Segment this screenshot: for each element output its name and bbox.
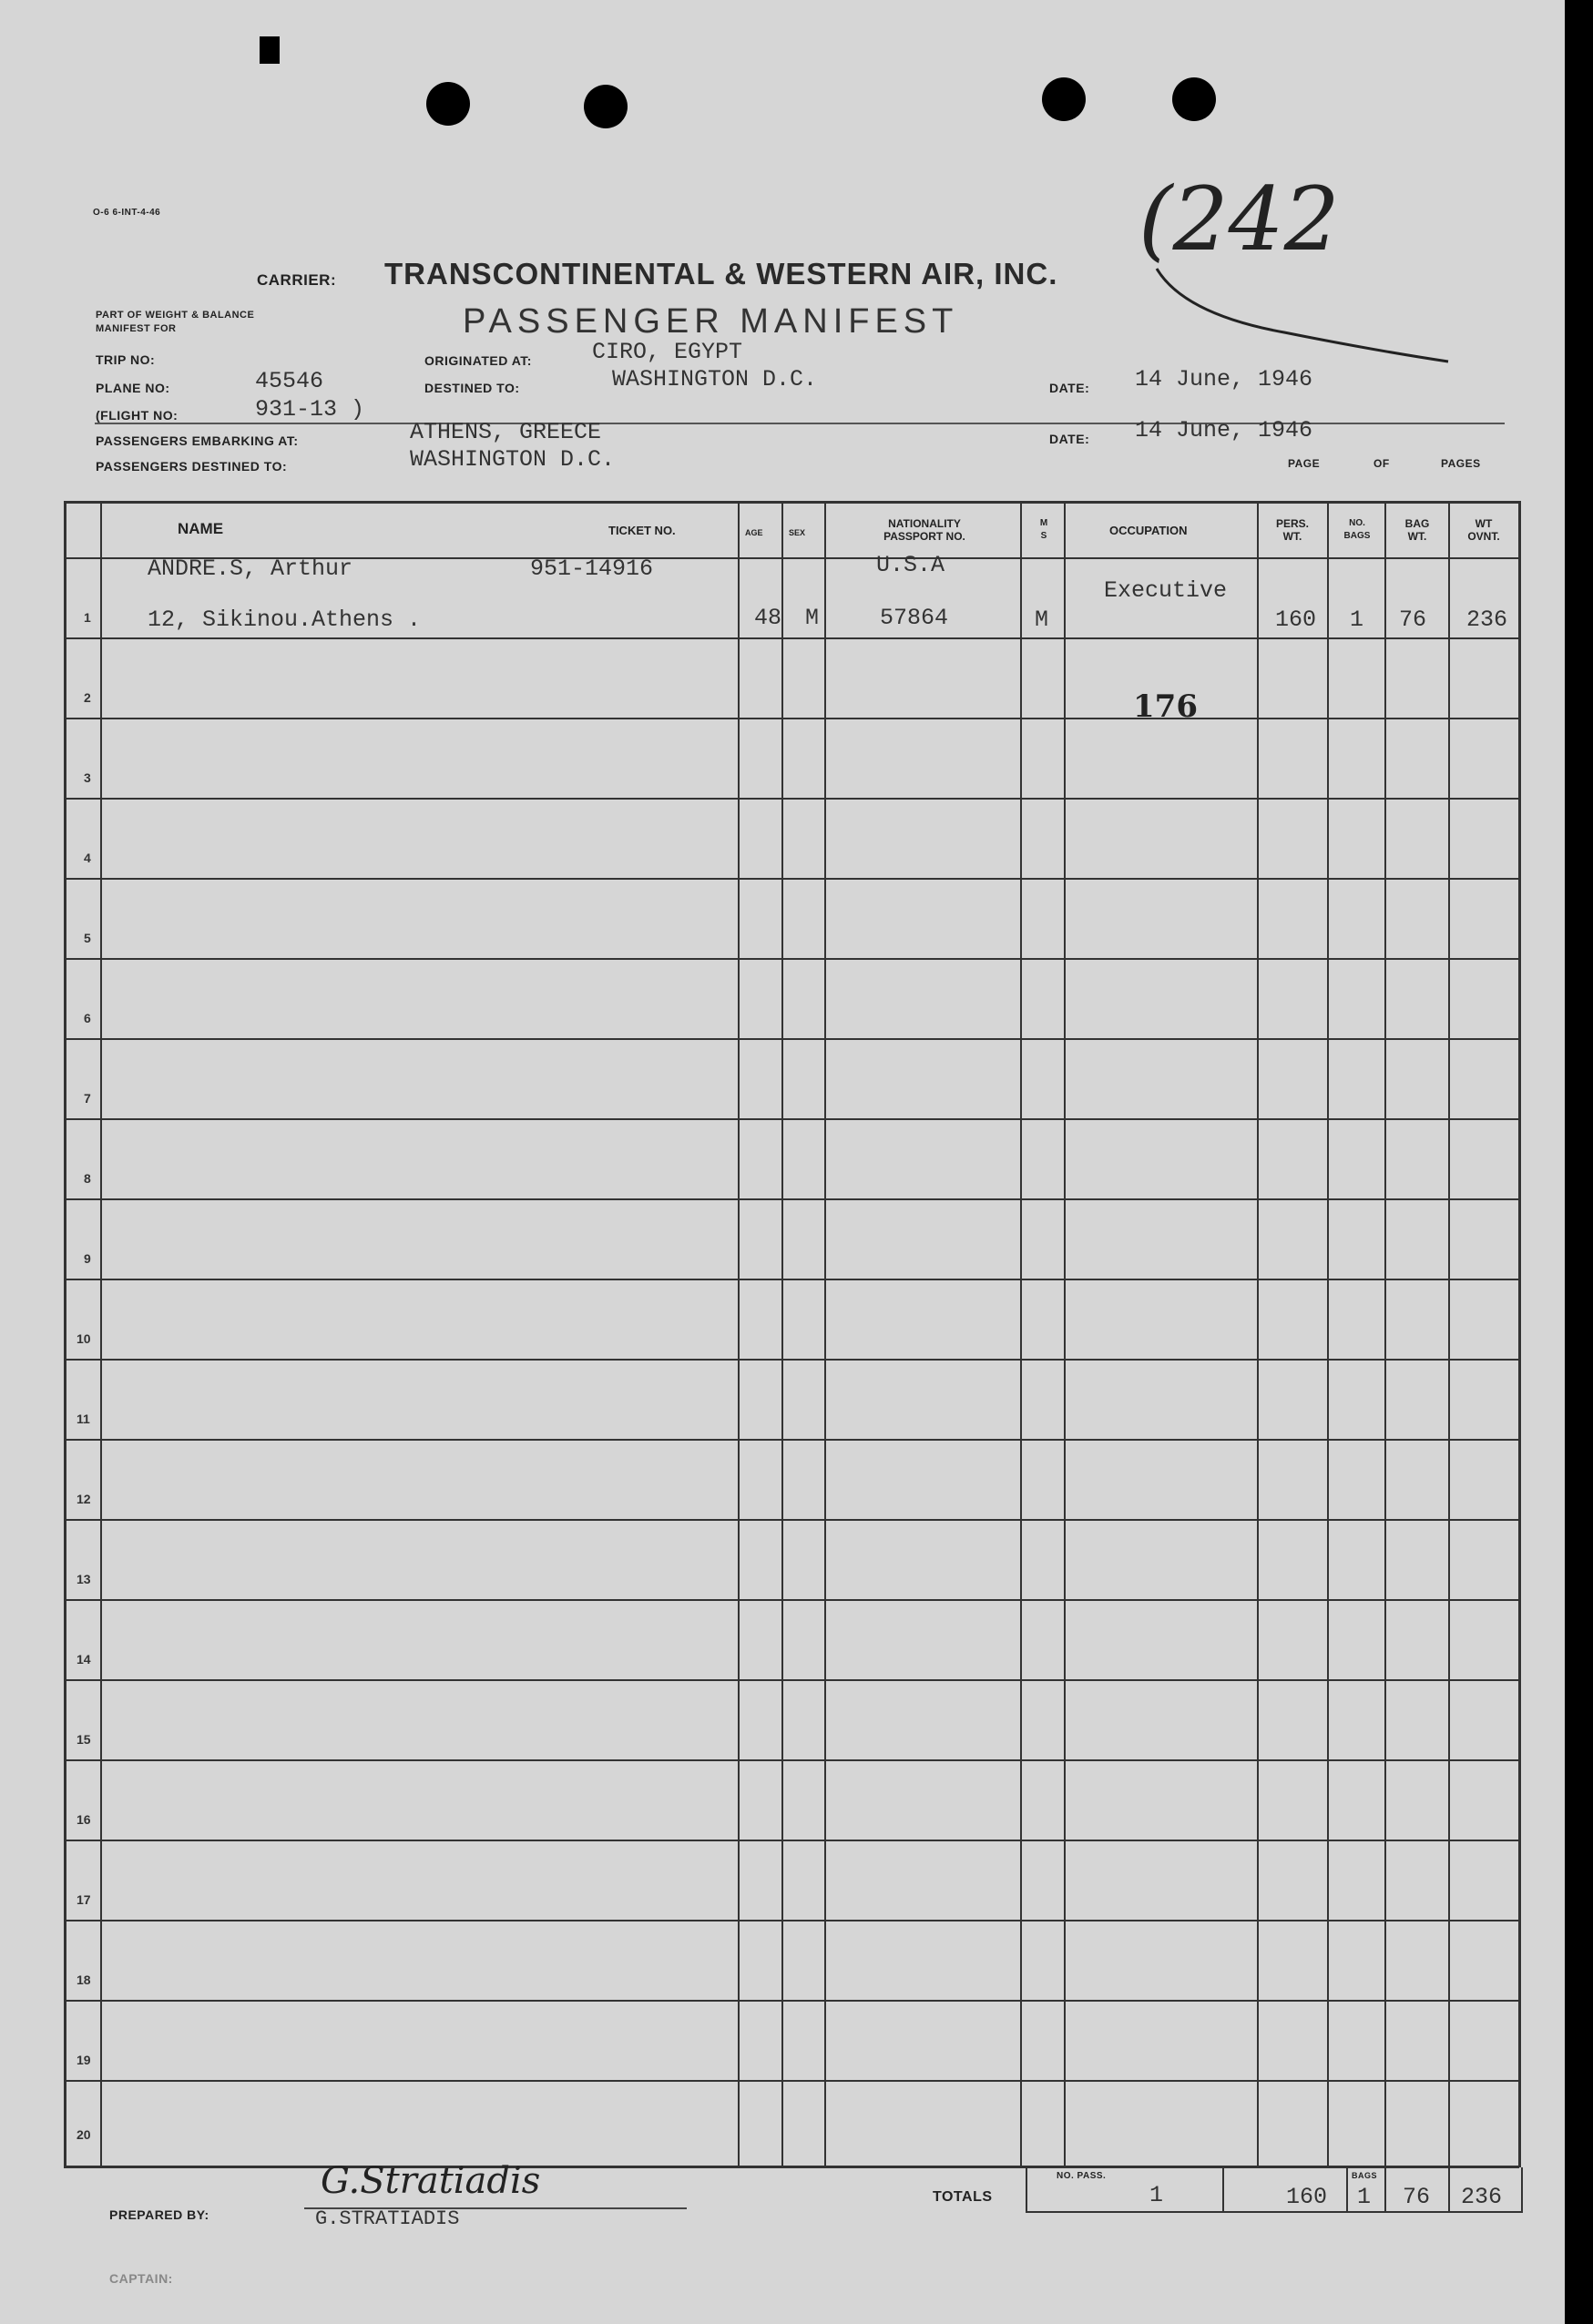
row-line-9 [64, 1279, 1519, 1280]
passenger-address: 12, Sikinou.Athens . [148, 606, 422, 633]
date2-value: 14 June, 1946 [1135, 417, 1313, 443]
passenger-wt-ovr: 236 [1466, 606, 1508, 633]
passenger-sex: M [805, 605, 820, 631]
table-right-border [1518, 501, 1521, 2167]
of-label: OF [1373, 457, 1390, 470]
row-number-9: 9 [84, 1251, 91, 1266]
pages-label: PAGES [1441, 457, 1481, 470]
row-line-11 [64, 1439, 1519, 1441]
date1-value: 14 June, 1946 [1135, 366, 1313, 392]
row-number-6: 6 [84, 1011, 91, 1025]
col-divider-pers [1327, 501, 1329, 2167]
totals-no-pass-label: NO. PASS. [1057, 2171, 1107, 2181]
col-divider-bagwt [1448, 501, 1450, 2167]
totals-bag-wt: 76 [1403, 2184, 1431, 2210]
row-line-5 [64, 958, 1519, 960]
row-number-12: 12 [77, 1492, 91, 1506]
row-line-8 [64, 1198, 1519, 1200]
form-code: O-6 6-INT-4-46 [93, 208, 161, 218]
totals-pers-wt: 160 [1286, 2184, 1328, 2210]
row-line-3 [64, 798, 1519, 800]
col-divider-ms [1064, 501, 1066, 2167]
passenger-nationality: U.S.A [876, 552, 945, 578]
col-header-sex: SEX [789, 528, 806, 537]
bags-header-line2: BAGS [1343, 531, 1371, 541]
passenger-age: 48 [754, 605, 782, 631]
destined-pass-label: PASSENGERS DESTINED TO: [96, 459, 288, 474]
totals-no-pass: 1 [1149, 2182, 1164, 2208]
punch-hole-3 [1042, 77, 1086, 121]
destined-value: WASHINGTON D.C. [612, 366, 818, 392]
row-number-7: 7 [84, 1091, 91, 1106]
flight-no-label: (FLIGHT NO: [96, 408, 179, 423]
punch-hole-2 [584, 85, 628, 128]
row-number-4: 4 [84, 851, 91, 865]
row-number-11: 11 [77, 1412, 90, 1426]
row-line-19 [64, 2080, 1519, 2082]
handwritten-number: (242 [1139, 168, 1340, 270]
passenger-ticket: 951-14916 [530, 556, 654, 582]
col-header-bags [1332, 517, 1383, 543]
page-label: PAGE [1288, 457, 1321, 470]
row-number-17: 17 [77, 1892, 91, 1907]
totals-divider-4 [1448, 2167, 1450, 2213]
totals-label: TOTALS [933, 2189, 993, 2205]
col-header-age: AGE [745, 528, 763, 537]
row-line-16 [64, 1840, 1519, 1841]
row-number-8: 8 [84, 1171, 91, 1186]
ms-header-line1: M [1039, 518, 1048, 528]
row-number-5: 5 [84, 931, 91, 945]
col-divider-name [100, 501, 102, 2167]
row-number-10: 10 [77, 1331, 91, 1346]
row-number-15: 15 [77, 1732, 91, 1747]
trip-no-label: TRIP NO: [96, 352, 156, 367]
row-number-18: 18 [77, 1972, 91, 1987]
col-header-wtovr [1452, 517, 1516, 543]
row-line-10 [64, 1359, 1519, 1361]
carrier-name: TRANSCONTINENTAL & WESTERN AIR, INC. [384, 257, 1058, 290]
manifest-title: PASSENGER MANIFEST [463, 302, 959, 341]
part-of-label: PART OF WEIGHT & BALANCE [96, 310, 255, 321]
col-header-ms [1033, 517, 1055, 543]
row-line-13 [64, 1599, 1519, 1601]
originated-value: CIRO, EGYPT [592, 339, 743, 365]
plane-no-label: PLANE NO: [96, 381, 170, 395]
wtovr-header-line1: WT [1475, 517, 1493, 530]
row-line-7 [64, 1118, 1519, 1120]
row-line-18 [64, 2000, 1519, 2002]
col-header-nationality [865, 517, 984, 543]
table-left-border [64, 501, 66, 2167]
embarking-value: ATHENS, GREECE [410, 419, 602, 445]
handwritten-stroke [1148, 260, 1457, 369]
destined-label: DESTINED TO: [424, 381, 520, 395]
col-divider-nationality [1020, 501, 1022, 2167]
captain-label: CAPTAIN: [109, 2271, 173, 2286]
table-top-border [64, 501, 1519, 504]
bags-header-line1: NO. [1349, 518, 1365, 528]
row-number-2: 2 [84, 690, 91, 705]
punch-hole-4 [1172, 77, 1216, 121]
totals-bags-label: BAGS [1352, 2171, 1378, 2180]
manifest-for-label: MANIFEST FOR [96, 323, 177, 334]
embarking-label: PASSENGERS EMBARKING AT: [96, 433, 299, 448]
prepared-by-signature: G.Stratiadis [321, 2160, 541, 2202]
destined-pass-value: WASHINGTON D.C. [410, 446, 616, 473]
passenger-passport: 57864 [880, 605, 949, 631]
carrier-label: CARRIER: [257, 271, 337, 289]
col-header-ticket: TICKET NO. [608, 524, 676, 537]
originated-label: ORIGINATED AT: [424, 353, 532, 368]
pers-header-line2: WT. [1282, 530, 1302, 543]
row-line-4 [64, 878, 1519, 880]
row-line-1 [64, 637, 1519, 639]
row-number-19: 19 [77, 2053, 91, 2067]
row-line-2 [64, 718, 1519, 719]
col-header-occupation: OCCUPATION [1109, 524, 1188, 537]
col-divider-ticket [738, 501, 740, 2167]
row-line-17 [64, 1920, 1519, 1921]
bagwt-header-line1: BAG [1404, 517, 1430, 530]
passenger-bags: 1 [1350, 606, 1364, 633]
col-divider-age [781, 501, 783, 2167]
row-line-14 [64, 1679, 1519, 1681]
date2-label: DATE: [1049, 432, 1090, 446]
totals-wt-ovr: 236 [1461, 2184, 1503, 2210]
row-number-16: 16 [77, 1812, 91, 1827]
date1-label: DATE: [1049, 381, 1090, 395]
passenger-pers-wt: 160 [1275, 606, 1317, 633]
nationality-header-line2: PASSPORT NO. [883, 530, 965, 543]
plane-no-value: 45546 [255, 368, 324, 394]
col-header-pers [1261, 517, 1324, 543]
row-number-13: 13 [77, 1572, 91, 1586]
ms-header-line2: S [1040, 531, 1047, 541]
stamp-176: 176 [1133, 688, 1198, 725]
col-header-bagwt [1388, 517, 1446, 543]
wtovr-header-line2: OVNT. [1467, 530, 1500, 543]
col-header-name: NAME [178, 520, 224, 537]
passenger-bag-wt: 76 [1399, 606, 1427, 633]
flight-no-value: 931-13 ) [255, 396, 365, 423]
bagwt-header-line2: WT. [1407, 530, 1427, 543]
totals-divider-2 [1346, 2167, 1348, 2213]
punch-hole-1 [426, 82, 470, 126]
row-number-3: 3 [84, 770, 91, 785]
row-number-20: 20 [77, 2127, 91, 2142]
row-number-1: 1 [84, 610, 91, 625]
col-divider-bags [1384, 501, 1386, 2167]
row-line-15 [64, 1759, 1519, 1761]
col-divider-occupation [1257, 501, 1259, 2167]
prepared-by-typed: G.STRATIADIS [315, 2207, 460, 2230]
row-line-12 [64, 1519, 1519, 1521]
totals-divider-3 [1384, 2167, 1386, 2213]
prepared-by-label: PREPARED BY: [109, 2207, 209, 2222]
passenger-ms: M [1035, 606, 1049, 633]
passenger-name: ANDRE.S, Arthur [148, 556, 353, 582]
totals-bags: 1 [1357, 2184, 1372, 2210]
passenger-occupation: Executive [1104, 577, 1228, 604]
totals-divider-1 [1222, 2167, 1224, 2213]
nationality-header-line1: NATIONALITY [888, 517, 961, 530]
top-left-mark [260, 36, 280, 64]
pers-header-line1: PERS. [1275, 517, 1309, 530]
col-divider-sex [824, 501, 826, 2167]
row-number-14: 14 [77, 1652, 91, 1667]
row-line-6 [64, 1038, 1519, 1040]
